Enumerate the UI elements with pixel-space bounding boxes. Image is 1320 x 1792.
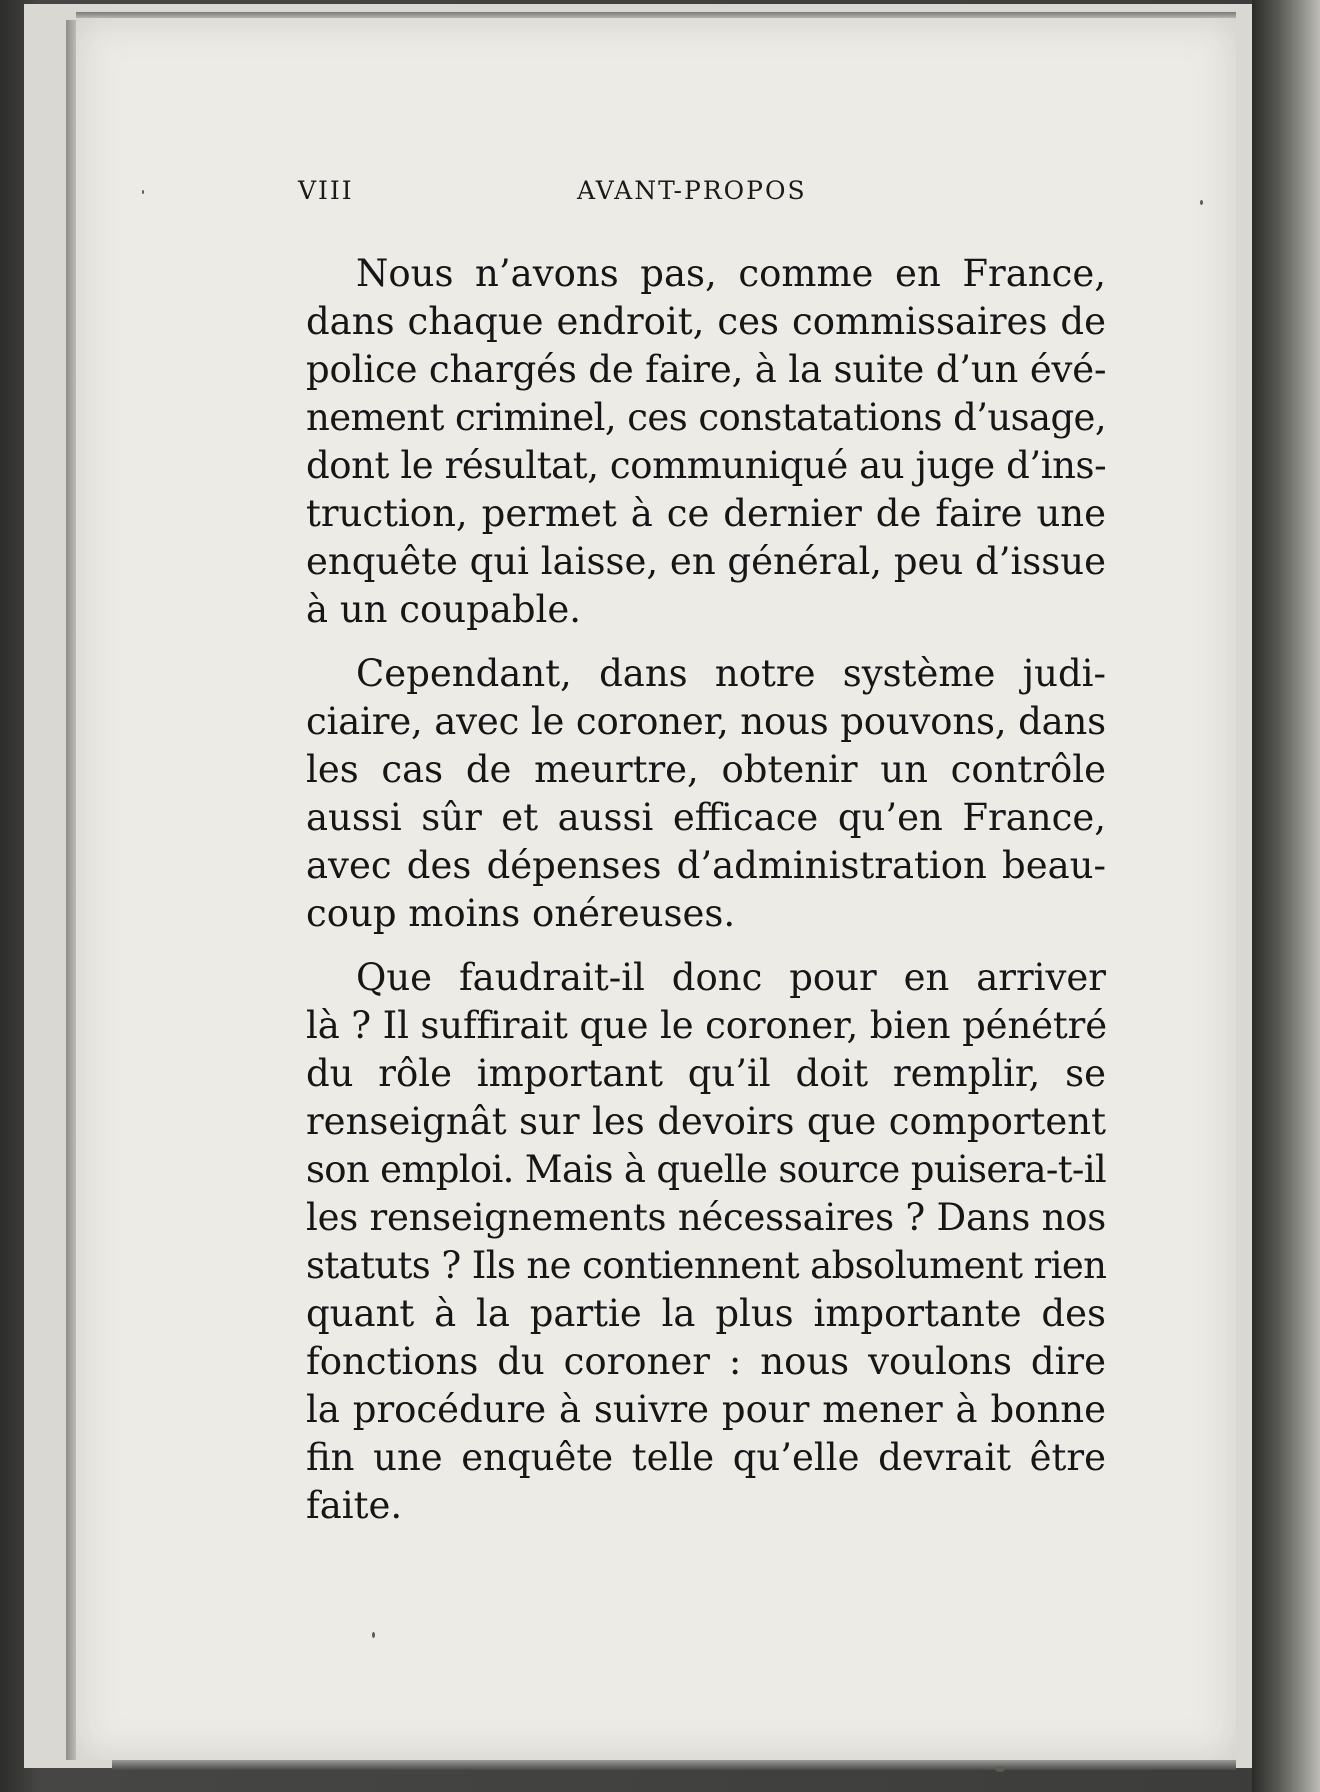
text-line: avec des dépenses d’administration beau- xyxy=(306,844,1106,887)
text-line: la procédure à suivre pour mener à bonne xyxy=(306,1388,1106,1431)
body-text xyxy=(306,250,1106,1546)
text-line: Que faudrait-il donc pour en arriver xyxy=(356,956,1106,999)
text-line: du rôle important qu’il doit remplir, se xyxy=(306,1052,1106,1095)
text-line: enquête qui laisse, en général, peu d’issue xyxy=(306,540,1106,583)
running-title: AVANT-PROPOS xyxy=(577,176,807,205)
text-line: renseignât sur les devoirs que comportent xyxy=(306,1100,1106,1143)
text-line: fin une enquête telle qu’elle devrait être xyxy=(306,1436,1106,1479)
text-line: quant à la partie la plus importante des xyxy=(306,1292,1106,1335)
text-line: à un coupable. xyxy=(306,588,581,631)
text-line: là ? Il suffirait que le coroner, bien pénétré xyxy=(306,1004,1107,1047)
text-line: nement criminel, ces constatations d’usage, xyxy=(306,396,1106,439)
paragraph-3 xyxy=(306,954,1106,1530)
text-line: faite. xyxy=(306,1484,403,1527)
text-line: Cependant, dans notre système judi- xyxy=(356,652,1106,695)
text-line: Nous n’avons pas, comme en France, xyxy=(356,252,1106,295)
text-line: truction, permet à ce dernier de faire une xyxy=(306,492,1106,535)
paragraph-2 xyxy=(306,650,1106,938)
dust-speck xyxy=(995,1766,1005,1772)
paragraph-1 xyxy=(306,250,1106,634)
text-line: fonctions du coroner : nous voulons dire xyxy=(306,1340,1106,1383)
dust-speck xyxy=(142,190,144,194)
text-line: son emploi. Mais à quelle source puisera-t-il xyxy=(306,1148,1106,1191)
text-line: ciaire, avec le coroner, nous pouvons, dans xyxy=(306,700,1106,743)
text-line: les renseignements nécessaires ? Dans nos xyxy=(306,1196,1106,1239)
text-line: statuts ? Ils ne contiennent absolument rien xyxy=(306,1244,1107,1287)
text-line: les cas de meurtre, obtenir un contrôle xyxy=(306,748,1106,791)
dust-speck xyxy=(372,1632,375,1638)
text-line: police chargés de faire, à la suite d’un évé- xyxy=(306,348,1107,391)
page-number: VIII xyxy=(298,176,354,205)
text-line: dont le résultat, communiqué au juge d’ins- xyxy=(306,444,1107,487)
text-line: aussi sûr et aussi efficace qu’en France, xyxy=(306,796,1106,839)
page-header xyxy=(298,176,1108,216)
binding-edge xyxy=(1252,0,1320,1792)
dust-speck xyxy=(1200,200,1203,205)
text-line: dans chaque endroit, ces commissaires de xyxy=(306,300,1106,343)
text-line: coup moins onéreuses. xyxy=(306,892,736,935)
